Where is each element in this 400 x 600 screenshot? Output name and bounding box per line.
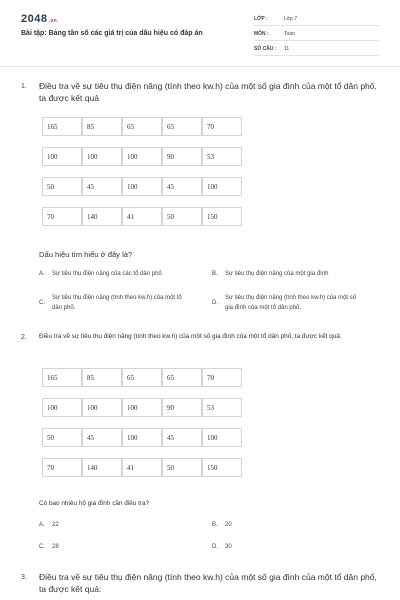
- table-cell: 100: [122, 147, 162, 166]
- table-cell: 165: [42, 368, 82, 387]
- table-cell: 45: [82, 177, 122, 196]
- meta-question-count: SỐ CÂU : 11: [254, 44, 380, 56]
- table-cell: 100: [122, 177, 162, 196]
- table-cell: 45: [162, 177, 202, 196]
- question-3-number: 3.: [21, 574, 27, 581]
- data-table-2: [42, 357, 242, 488]
- table-cell: 100: [42, 398, 82, 417]
- table-cell: 65: [162, 117, 202, 136]
- table-cell: 65: [122, 368, 162, 387]
- table-cell: 41: [122, 207, 162, 226]
- table-cell: 90: [162, 147, 202, 166]
- meta-class: LỚP : Lớp 7: [254, 14, 380, 26]
- table-cell: 45: [162, 428, 202, 447]
- table-cell: 100: [202, 177, 242, 196]
- table-cell: 53: [202, 398, 242, 417]
- table-cell: 150: [202, 207, 242, 226]
- table-cell: 70: [42, 207, 82, 226]
- table-row: [42, 207, 242, 226]
- document-title: Bài tập: Bảng tần số các giá trị của dấu hiệu có đáp án: [21, 30, 203, 37]
- data-table-1: [42, 106, 242, 237]
- table-row: [42, 398, 242, 417]
- table-row: [42, 147, 242, 166]
- question-1-number: 1.: [21, 83, 27, 90]
- table-row: [42, 368, 242, 387]
- table-cell: 90: [162, 398, 202, 417]
- document-header: [0, 0, 400, 68]
- question-2-prompt: Có bao nhiêu hộ gia đình cần điều tra?: [39, 500, 150, 507]
- table-cell: 100: [42, 147, 82, 166]
- table-cell: 85: [82, 368, 122, 387]
- question-1-intro: Điều tra về sự tiêu thụ điện năng (tính theo kw.h) của một số gia đình của một tổ dân phố, ta được kết quả: [39, 81, 377, 104]
- table-cell: 150: [202, 458, 242, 477]
- table-cell: 100: [122, 398, 162, 417]
- question-2-intro: Điều tra về sự tiêu thụ điện năng (tính theo kw.h) của một số gia đình của một tổ dân phố, ta được kết quả:: [39, 333, 342, 340]
- table-row: [42, 458, 242, 477]
- meta-subject: MÔN : Toán: [254, 29, 380, 41]
- table-cell: 45: [82, 428, 122, 447]
- table-cell: 65: [122, 117, 162, 136]
- table-cell: 70: [202, 117, 242, 136]
- table-cell: 50: [42, 428, 82, 447]
- table-cell: 65: [162, 368, 202, 387]
- table-cell: 70: [202, 368, 242, 387]
- site-logo[interactable]: 2048.vn: [21, 13, 58, 25]
- table-cell: 100: [82, 398, 122, 417]
- table-cell: 85: [82, 117, 122, 136]
- table-cell: 50: [162, 207, 202, 226]
- table-row: [42, 177, 242, 196]
- table-cell: 100: [82, 147, 122, 166]
- table-cell: 140: [82, 207, 122, 226]
- table-cell: 50: [42, 177, 82, 196]
- table-cell: 165: [42, 117, 82, 136]
- table-cell: 140: [82, 458, 122, 477]
- table-cell: 53: [202, 147, 242, 166]
- table-cell: 100: [122, 428, 162, 447]
- table-row: [42, 428, 242, 447]
- question-3-intro: Điều tra về sự tiêu thụ điện năng (tính theo kw.h) của một số gia đình của một tổ dân phố, ta được kết quả:: [39, 572, 377, 595]
- table-cell: 41: [122, 458, 162, 477]
- question-1-prompt: Dấu hiệu tìm hiểu ở đây là?: [39, 250, 133, 259]
- table-cell: 100: [202, 428, 242, 447]
- table-row: [42, 117, 242, 136]
- table-cell: 50: [162, 458, 202, 477]
- table-cell: 70: [42, 458, 82, 477]
- question-2-number: 2.: [21, 334, 27, 341]
- header-divider: [0, 66, 400, 67]
